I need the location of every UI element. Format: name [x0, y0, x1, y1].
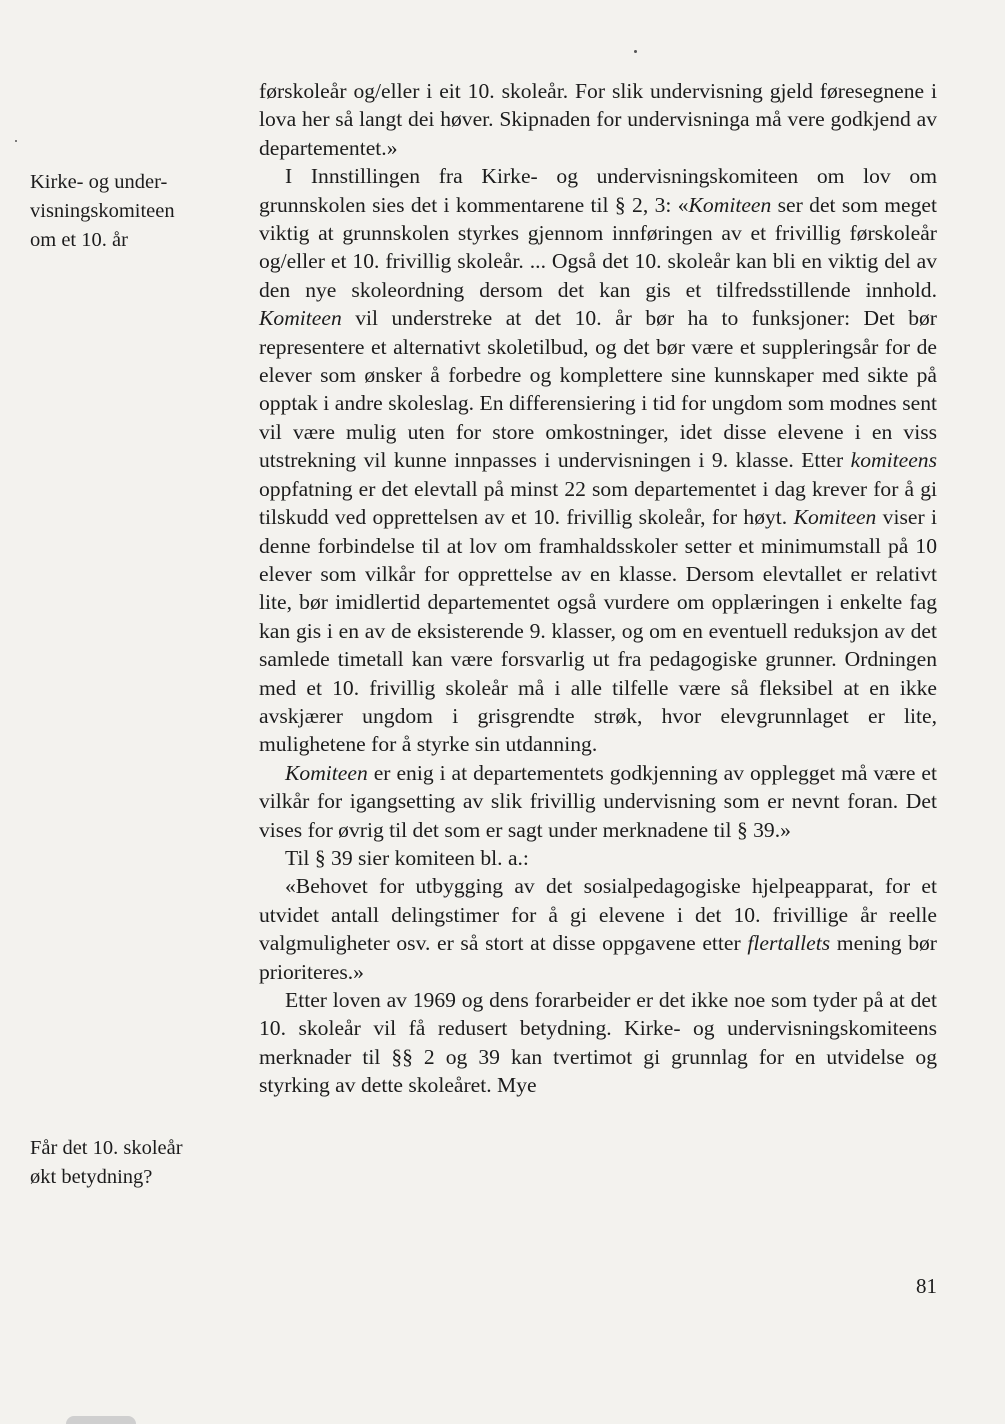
italic-text: flertallets	[747, 931, 831, 956]
main-body-text	[259, 77, 937, 1100]
margin-note-line: Får det 10. skoleår	[30, 1137, 183, 1159]
paragraph	[259, 162, 937, 759]
text-run: viser i denne forbindelse til at lov om framhaldsskoler setter et minimumstall på 10 elever som vilkår for opprettelse av en klasse. Dersom elevtallet er relativt lite, bør imidlertid departementet også vurdere om opplæringen i enkelte fag kan gis i en av de eksisterende 9. klasser, og om en eventuell reduksjon av det samlede timetall kan være forsvarlig ut fra pedagogiske grunner. Ordningen med et 10. frivillig skoleår må i alle tilfelle være så fleksibel at en ikke avskjærer ungdom i grisgrendte strøk, hvor elevgrunnlaget er lite, mulighetene for å styrke sin utdanning.	[259, 505, 937, 757]
text-run: I Innstillingen fra Kirke- og undervisningskomiteen om lov om grunnskolen sies det i kommentarene til § 2, 3: «	[259, 164, 937, 217]
text-run: «Behovet for utbygging av det sosialpedagogiske hjelpeapparat, for et utvidet antall delingstimer for å gi elevene i det 10. frivillige år reelle valgmuligheter osv. er så stort at disse oppgavene etter	[259, 874, 937, 956]
paragraph	[259, 844, 937, 872]
text-run: er enig i at departementets godkjenning av opplegget må være et vilkår for igangsetting av slik frivillig undervisning som er nevnt foran. Det vises for øvrig til det som er sagt under merknadene til § 39.»	[259, 760, 937, 842]
margin-note-committee	[30, 168, 240, 255]
margin-note-line: visningskomiteen	[30, 200, 175, 222]
margin-note-line: om et 10. år	[30, 229, 128, 251]
scan-speck	[15, 140, 17, 142]
paragraph	[259, 872, 937, 986]
scan-smudge	[66, 1416, 136, 1424]
text-run: førskoleår og/eller i eit 10. skoleår. For slik undervisning gjeld føresegnene i lova her så langt dei høver. Skipnaden for undervisninga må vere godkjend av departementet.»	[259, 79, 937, 160]
text-run: Etter loven av 1969 og dens forarbeider er det ikke noe som tyder på at det 10. skoleår vil få redusert betydning. Kirke- og undervisningskomiteens merknader til §§ 2 og 39 kan tvertimot gi grunnlag for en utvidelse og styrking av dette skoleåret. Mye	[259, 988, 937, 1098]
paragraph	[259, 759, 937, 844]
margin-note-line: Kirke- og under-	[30, 171, 168, 193]
text-run: Til § 39 sier komiteen bl. a.:	[285, 845, 529, 870]
italic-text: Komiteen	[285, 760, 368, 785]
italic-text: Komiteen	[259, 306, 342, 331]
margin-note-line: økt betydning?	[30, 1166, 153, 1188]
italic-text: Komiteen	[688, 192, 772, 217]
paragraph	[259, 986, 937, 1100]
text-run: mening bør prioriteres.»	[259, 931, 937, 984]
scan-speck	[634, 50, 637, 53]
text-run: vil understreke at det 10. år bør ha to funksjoner: Det bør representere et alternativt skoletilbud, og det bør være et suppleringsår for de elever som ønsker å forbedre og komplettere sine kunnskaper med sikte på opptak i andre skoleslag. En differensiering i tid for ungdom som modnes sent vil være mulig uten for store omkostninger, idet disse elevene i en viss utstrekning vil kunne innpasses i undervisningen i 9. klasse. Etter	[259, 306, 937, 473]
italic-text: komiteens	[850, 448, 937, 473]
text-run: oppfatning er det elevtall på minst 22 som departementet i dag krever for å gi tilskudd ved opprettelsen av et 10. frivillig skoleår, for høyt.	[259, 476, 937, 530]
text-run: ser det som meget viktig at grunnskolen styrkes gjennom innføringen av et frivillig førskoleår og/eller et 10. frivillig skoleår. ... Også det 10. skoleår kan bli en viktig del av den nye skoleordning dersom det kan gis et tilfredsstillende innhold.	[259, 192, 937, 302]
page-number: 81	[916, 1274, 937, 1298]
paragraph	[259, 77, 937, 162]
italic-text: Komiteen	[793, 505, 877, 530]
margin-note-significance	[30, 1134, 240, 1192]
